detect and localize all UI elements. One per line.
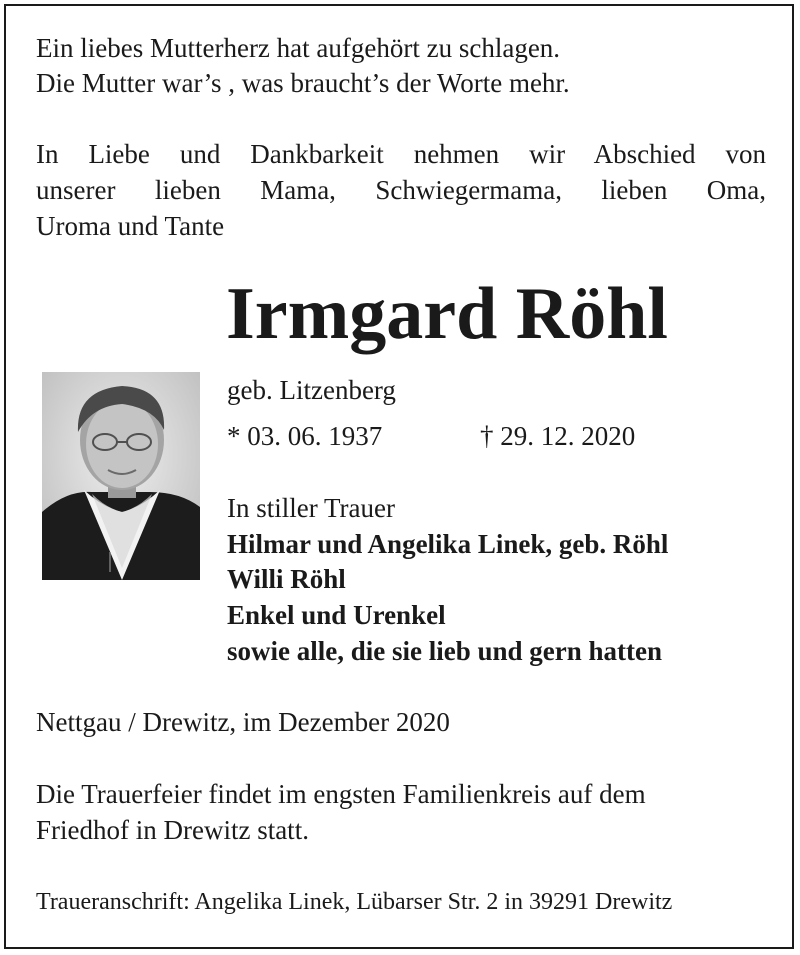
- mourner-line: Enkel und Urenkel: [227, 600, 446, 630]
- death-date: † 29. 12. 2020: [480, 421, 636, 451]
- mourning-address: Traueranschrift: Angelika Linek, Lübarser Str. 2 in 39291 Drewitz: [36, 889, 673, 915]
- farewell-line-1: In Liebe und Dankbarkeit nehmen wir Abschied von: [36, 139, 766, 169]
- mourner-line: Willi Röhl: [227, 564, 346, 594]
- farewell-line-3: Uroma und Tante: [36, 211, 225, 241]
- farewell-line-2: unserer lieben Mama, Schwiegermama, lieben Oma,: [36, 175, 766, 205]
- intro-line-2: Die Mutter war’s , was braucht’s der Worte mehr.: [36, 68, 570, 98]
- place-date: Nettgau / Drewitz, im Dezember 2020: [36, 707, 450, 737]
- portrait-photo: [42, 372, 200, 580]
- intro-line-1: Ein liebes Mutterherz hat aufgehört zu schlagen.: [36, 33, 561, 63]
- funeral-line-1: Die Trauerfeier findet im engsten Familienkreis auf dem: [36, 779, 646, 809]
- mourner-line: Hilmar und Angelika Linek, geb. Röhl: [227, 529, 669, 559]
- deceased-name: Irmgard Röhl: [226, 273, 668, 355]
- funeral-line-2: Friedhof in Drewitz statt.: [36, 815, 309, 845]
- birth-name: geb. Litzenberg: [227, 375, 396, 405]
- mourners-intro: In stiller Trauer: [227, 493, 395, 523]
- birth-date: * 03. 06. 1937: [227, 421, 383, 451]
- mourner-line: sowie alle, die sie lieb und gern hatten: [227, 636, 663, 666]
